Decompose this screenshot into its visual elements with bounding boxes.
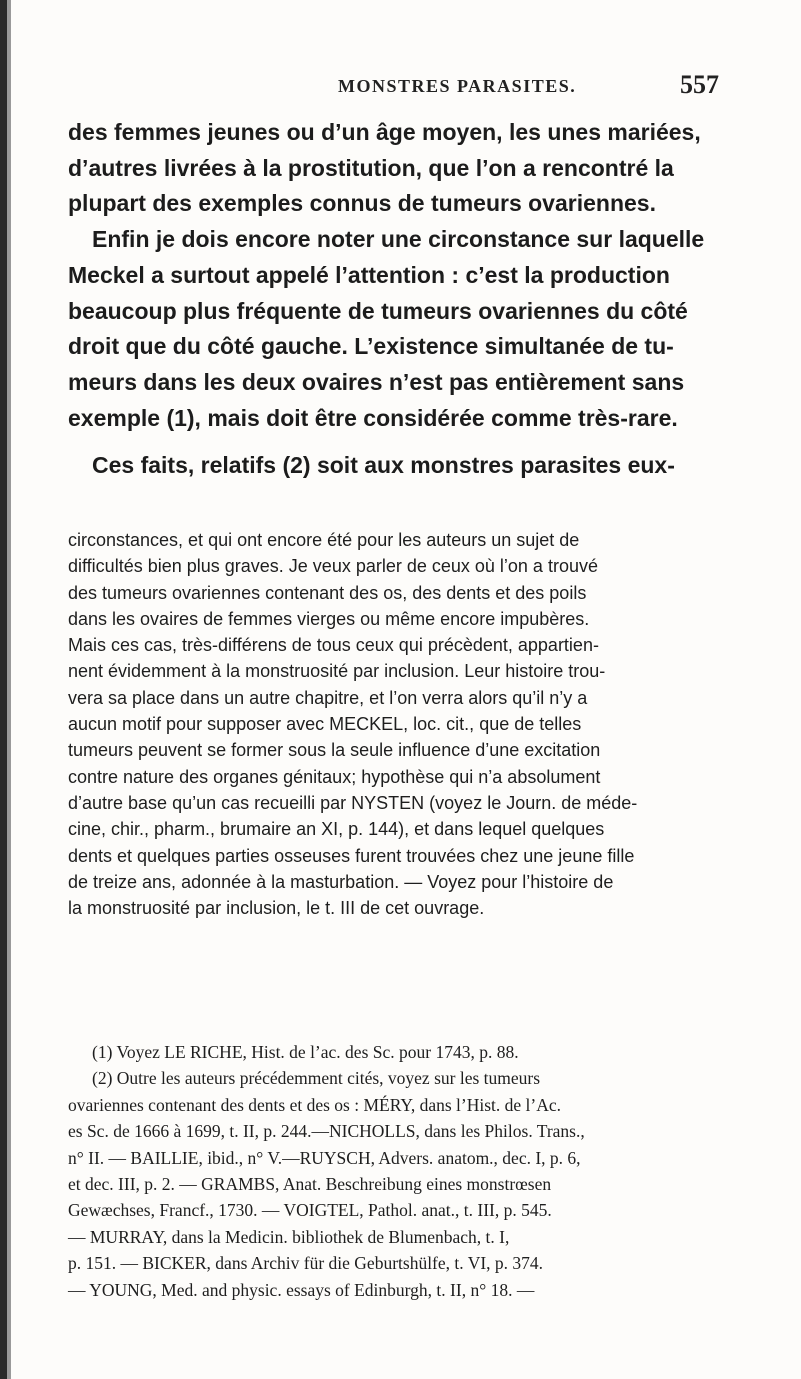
text-line: meurs dans les deux ovaires n’est pas entièrement sans xyxy=(68,368,685,395)
text-line: tumeurs peuvent se former sous la seule influence d’une excitation xyxy=(68,740,601,761)
text-line: beaucoup plus fréquente de tumeurs ovariennes du côté xyxy=(68,297,688,324)
footnote-line: Gewæchses, Francf., 1730. — VOIGTEL, Pathol. anat., t. III, p. 545. xyxy=(68,1200,552,1221)
text-line: nent évidemment à la monstruosité par inclusion. Leur histoire trou- xyxy=(68,661,606,682)
footnote-line: — MURRAY, dans la Medicin. bibliothek de Blumenbach, t. I, xyxy=(68,1226,510,1247)
text-line: Ces faits, relatifs (2) soit aux monstres parasites eux- xyxy=(92,452,675,479)
text-line: contre nature des organes génitaux; hypothèse qui n’a absolument xyxy=(68,766,601,787)
text-line: dans les ovaires de femmes vierges ou même encore impubères. xyxy=(68,608,590,629)
footnote-line: es Sc. de 1666 à 1699, t. II, p. 244.—NICHOLLS, dans les Philos. Trans., xyxy=(68,1121,585,1142)
text-line: cine, chir., pharm., brumaire an XI, p. 144), et dans lequel quelques xyxy=(68,819,605,840)
main-text xyxy=(68,115,746,484)
text-line: droit que du côté gauche. L’existence simultanée de tu- xyxy=(68,333,674,360)
footnote-line: (1) Voyez LE RICHE, Hist. de l’ac. des Sc. pour 1743, p. 88. xyxy=(92,1042,519,1062)
footnote-line: et dec. III, p. 2. — GRAMBS, Anat. Beschreibung eines monstrœsen xyxy=(68,1174,552,1195)
page-edge-gutter xyxy=(7,0,11,1379)
text-line: des tumeurs ovariennes contenant des os, des dents et des poils xyxy=(68,582,587,603)
text-line: d’autre base qu’un cas recueilli par NYSTEN (voyez le Journ. de méde- xyxy=(68,792,638,813)
footnote-line: p. 151. — BICKER, dans Archiv für die Geburtshülfe, t. VI, p. 374. xyxy=(68,1253,544,1274)
footnote-line: ovariennes contenant des dents et des os : MÉRY, dans l’Hist. de l’Ac. xyxy=(68,1094,561,1115)
footnote-line: n° II. — BAILLIE, ibid., n° V.—RUYSCH, Advers. anatom., dec. I, p. 6, xyxy=(68,1147,581,1168)
page-header xyxy=(0,70,801,108)
text-line: Mais ces cas, très-différens de tous ceux qui précèdent, appartien- xyxy=(68,635,599,656)
text-line: exemple (1), mais doit être considérée comme très-rare. xyxy=(68,404,678,431)
running-head: MONSTRES PARASITES. xyxy=(338,76,577,96)
text-line: vera sa place dans un autre chapitre, et l’on verra alors qu’il n’y a xyxy=(68,687,588,708)
text-line: d’autres livrées à la prostitution, que l’on a rencontré la xyxy=(68,154,674,181)
text-line: plupart des exemples connus de tumeurs ovariennes. xyxy=(68,190,656,217)
continuation-text xyxy=(68,527,748,921)
footnote-line: (2) Outre les auteurs précédemment cités, voyez sur les tumeurs xyxy=(92,1068,541,1089)
text-line: des femmes jeunes ou d’un âge moyen, les unes mariées, xyxy=(68,119,701,145)
text-line: Enfin je dois encore noter une circonstance sur laquelle xyxy=(92,226,705,253)
page-number: 557 xyxy=(680,70,719,99)
footnote-line: — YOUNG, Med. and physic. essays of Edinburgh, t. II, n° 18. — xyxy=(68,1279,535,1300)
text-line: circonstances, et qui ont encore été pour les auteurs un sujet de xyxy=(68,530,580,550)
text-line: Meckel a surtout appelé l’attention : c’est la production xyxy=(68,261,670,288)
text-line: dents et quelques parties osseuses furent trouvées chez une jeune fille xyxy=(68,845,635,866)
footnotes xyxy=(68,1039,750,1303)
text-line: de treize ans, adonnée à la masturbation. — Voyez pour l’histoire de xyxy=(68,871,614,892)
text-line: aucun motif pour supposer avec MECKEL, loc. cit., que de telles xyxy=(68,714,582,735)
page-edge-shadow xyxy=(0,0,7,1379)
text-line: la monstruosité par inclusion, le t. III de cet ouvrage. xyxy=(68,898,485,919)
text-line: difficultés bien plus graves. Je veux parler de ceux où l’on a trouvé xyxy=(68,556,598,577)
